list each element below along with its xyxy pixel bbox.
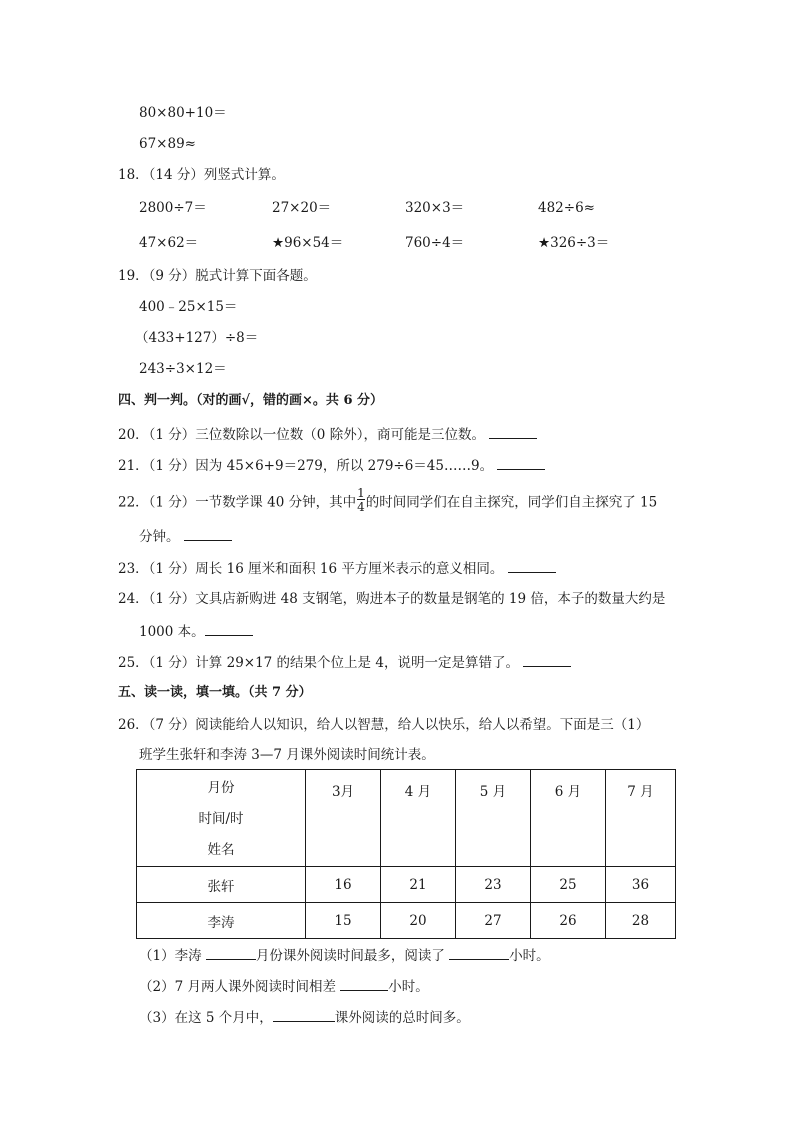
q26-sub1-text-c: 小时。 [509, 948, 550, 964]
corner-label-name: 姓名 [207, 842, 235, 858]
q18-expr: 760÷4＝ [405, 235, 465, 251]
q26-line-2: 班学生张轩和李涛 3—7 月课外阅读时间统计表。 [139, 747, 435, 763]
table-header-cell: 6 月 [531, 770, 606, 867]
q23 [118, 559, 556, 578]
fraction-denominator: 4 [357, 500, 365, 514]
q19-expr-3: 243÷3×12＝ [139, 361, 227, 377]
q18-expr: ★326÷3＝ [538, 235, 610, 251]
q18-expr: 482÷6≈ [538, 200, 595, 216]
q25-answer-blank[interactable] [523, 653, 571, 667]
q17-expr-2: 67×89≈ [139, 136, 196, 152]
table-header-cell: 5 月 [456, 770, 531, 867]
q20-answer-blank[interactable] [489, 425, 537, 439]
q21-text: 21．（1 分）因为 45×6+9＝279，所以 279÷6＝45……9。 [118, 458, 494, 474]
q17-expr-1: 80×80+10＝ [139, 105, 227, 121]
q20 [118, 425, 537, 444]
table-cell: 15 [306, 903, 381, 939]
q24-line-1: 24．（1 分）文具店新购进 48 支钢笔，购进本子的数量是钢笔的 19 倍，本子的数量大约是 [118, 591, 666, 607]
table-header-cell: 7 月 [606, 770, 676, 867]
q22-line-1 [118, 486, 658, 516]
table-cell: 26 [531, 903, 606, 939]
q25 [118, 653, 571, 672]
table-header-cell: 3月 [306, 770, 381, 867]
q23-answer-blank[interactable] [508, 559, 556, 573]
table-row [137, 867, 676, 903]
table-corner-cell [137, 770, 306, 867]
q18-expr: ★96×54＝ [272, 235, 344, 251]
q18-title: 18．（14 分）列竖式计算。 [118, 167, 285, 183]
table-cell: 27 [456, 903, 531, 939]
q26-sub3-text-a: （3）在这 5 个月中， [139, 1010, 273, 1026]
q26-sub1-month-blank[interactable] [206, 946, 256, 960]
q26-sub-3 [139, 1008, 470, 1027]
q25-text: 25．（1 分）计算 29×17 的结果个位上是 4，说明一定是算错了。 [118, 655, 519, 671]
table-row [137, 903, 676, 939]
section-heading-judge: 四、判一判。（对的画√，错的画×。共 6 分） [118, 393, 384, 408]
q22-line-2 [139, 527, 232, 546]
q22-fraction [357, 487, 365, 513]
q26-sub2-blank[interactable] [340, 977, 388, 991]
q19-expr-2: （433+127）÷8＝ [135, 330, 259, 346]
q22-text-after: 的时间同学们在自主探究，同学们自主探究了 15 [365, 494, 658, 511]
q18-expr: 27×20＝ [272, 200, 332, 216]
table-cell-name: 张轩 [137, 867, 306, 903]
q26-sub1-hours-blank[interactable] [449, 946, 509, 960]
q26-sub3-blank[interactable] [273, 1008, 335, 1022]
table-cell-name: 李涛 [137, 903, 306, 939]
table-cell: 36 [606, 867, 676, 903]
corner-label-month: 月份 [207, 780, 235, 796]
q20-text: 20．（1 分）三位数除以一位数（0 除外），商可能是三位数。 [118, 427, 485, 443]
reading-time-table [136, 769, 676, 939]
table-header-cell: 4 月 [381, 770, 456, 867]
table-cell: 16 [306, 867, 381, 903]
q23-text: 23．（1 分）周长 16 厘米和面积 16 平方厘米表示的意义相同。 [118, 561, 504, 577]
q24-answer-blank[interactable] [205, 622, 253, 636]
q18-expr: 320×3＝ [405, 200, 465, 216]
q24-line-2 [139, 622, 253, 641]
q22-text-before: 22．（1 分）一节数学课 40 分钟，其中 [118, 494, 357, 511]
q22-text-line2: 分钟。 [139, 529, 180, 545]
q19-expr-1: 400﹣25×15＝ [139, 299, 238, 315]
q19-title: 19．（9 分）脱式计算下面各题。 [118, 268, 317, 284]
section-heading-read-fill: 五、读一读，填一填。（共 7 分） [118, 685, 312, 700]
corner-label-time: 时间/时 [198, 811, 244, 827]
q26-sub1-text-b: 月份课外阅读时间最多，阅读了 [255, 948, 445, 964]
table-header-row [137, 770, 676, 867]
q26-sub-2 [139, 977, 429, 996]
fraction-numerator: 1 [357, 486, 365, 500]
table-cell: 28 [606, 903, 676, 939]
q22-answer-blank[interactable] [184, 527, 232, 541]
q26-sub-1 [139, 946, 550, 965]
table-cell: 21 [381, 867, 456, 903]
table-cell: 25 [531, 867, 606, 903]
q26-sub3-text-b: 课外阅读的总时间多。 [334, 1010, 470, 1026]
q21 [118, 456, 545, 475]
q26-sub2-text-a: （2）7 月两人课外阅读时间相差 [139, 979, 336, 995]
q26-sub1-text-a: （1）李涛 [139, 948, 202, 964]
q18-expr: 47×62＝ [139, 235, 199, 251]
q26-line-1: 26．（7 分）阅读能给人以知识，给人以智慧，给人以快乐，给人以希望。下面是三（1） [118, 717, 650, 733]
table-cell: 23 [456, 867, 531, 903]
q26-sub2-text-b: 小时。 [388, 979, 429, 995]
table-cell: 20 [381, 903, 456, 939]
q18-expr: 2800÷7＝ [139, 200, 207, 216]
q24-text-line2: 1000 本。 [139, 624, 205, 640]
q21-answer-blank[interactable] [497, 456, 545, 470]
